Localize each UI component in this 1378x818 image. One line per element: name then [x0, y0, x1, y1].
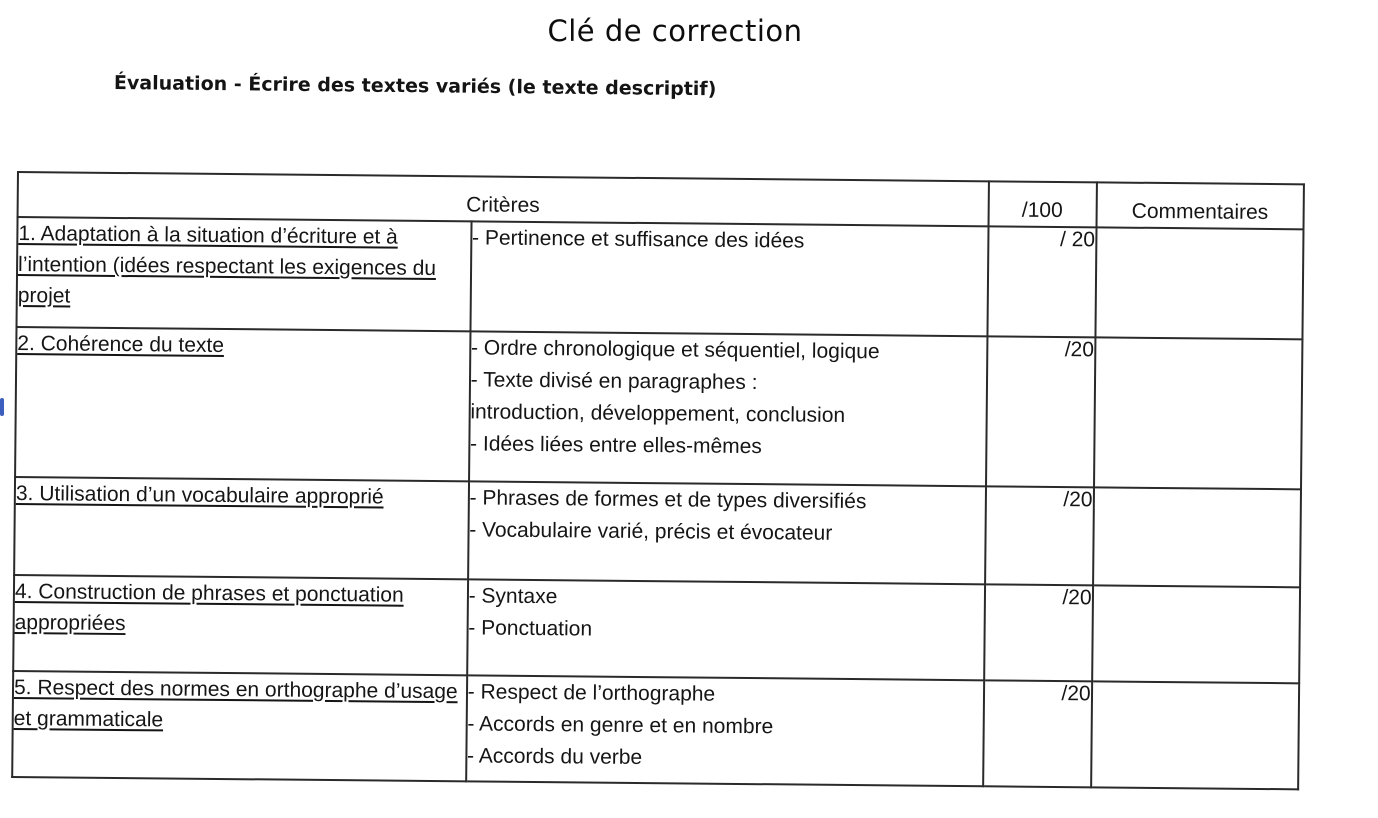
detail-line: - Phrases de formes et de types diversifiés [469, 486, 867, 514]
detail-line: - Pertinence et suffisance des idées [471, 226, 805, 253]
details-cell [469, 331, 987, 486]
criterion-cell [12, 671, 467, 781]
detail-line: - Syntaxe [468, 584, 558, 609]
table-row [15, 327, 1302, 489]
details-cell [466, 675, 984, 786]
comment-cell[interactable] [1093, 487, 1301, 587]
score-cell: / 20 [987, 226, 1096, 337]
grading-table [11, 171, 1305, 790]
evaluation-subtitle: Évaluation - Écrire des textes variés (le texte descriptif) [113, 72, 717, 101]
grading-table-container [11, 171, 1305, 790]
detail-line: - Vocabulaire varié, précis et évocateur [469, 518, 833, 545]
margin-mark [0, 398, 4, 416]
criterion-label: 3. Utilisation d’un vocabulaire approprié [15, 482, 384, 509]
comment-cell[interactable] [1095, 227, 1303, 339]
table-row [14, 477, 1301, 587]
criterion-cell [17, 217, 472, 331]
score-cell: /20 [986, 336, 1096, 487]
detail-line: introduction, développement, conclusion [470, 400, 846, 427]
comment-cell[interactable] [1091, 681, 1299, 789]
criterion-label: 2. Cohérence du texte [17, 332, 225, 357]
criterion-label: 5. Respect des normes en orthographe d’usage et grammaticale [13, 675, 458, 732]
criterion-cell [15, 327, 470, 481]
criterion-label: 4. Construction de phrases et ponctuation appropriées [14, 580, 404, 636]
criteria-header: Critères [18, 172, 989, 226]
detail-line: - Texte divisé en paragraphes : [470, 368, 758, 395]
table-row [17, 217, 1304, 339]
criterion-label: 1. Adaptation à la situation d’écriture et à l’intention (idées respectant les exigences du projet [17, 222, 437, 308]
detail-line: - Idées liées entre elles-mêmes [469, 432, 762, 459]
comments-header: Commentaires [1096, 182, 1304, 229]
page-title: Clé de correction [547, 14, 803, 48]
criterion-cell [14, 477, 469, 579]
criterion-cell [13, 575, 468, 675]
table-row [12, 671, 1299, 789]
detail-line: - Accords du verbe [466, 744, 643, 770]
score-header: /100 [988, 181, 1097, 227]
details-cell [470, 221, 988, 336]
detail-line: - Respect de l’orthographe [467, 680, 716, 706]
score-cell: /20 [983, 680, 1092, 787]
comment-cell[interactable] [1094, 337, 1303, 489]
details-cell [468, 481, 986, 584]
detail-line: - Accords en genre et en nombre [467, 712, 774, 739]
details-cell [467, 579, 985, 680]
score-cell: /20 [985, 486, 1094, 585]
detail-line: - Ordre chronologique et séquentiel, logique [470, 336, 880, 364]
score-cell: /20 [984, 584, 1093, 681]
comment-cell[interactable] [1092, 585, 1300, 683]
detail-line: - Ponctuation [468, 616, 593, 641]
table-row [13, 575, 1300, 683]
